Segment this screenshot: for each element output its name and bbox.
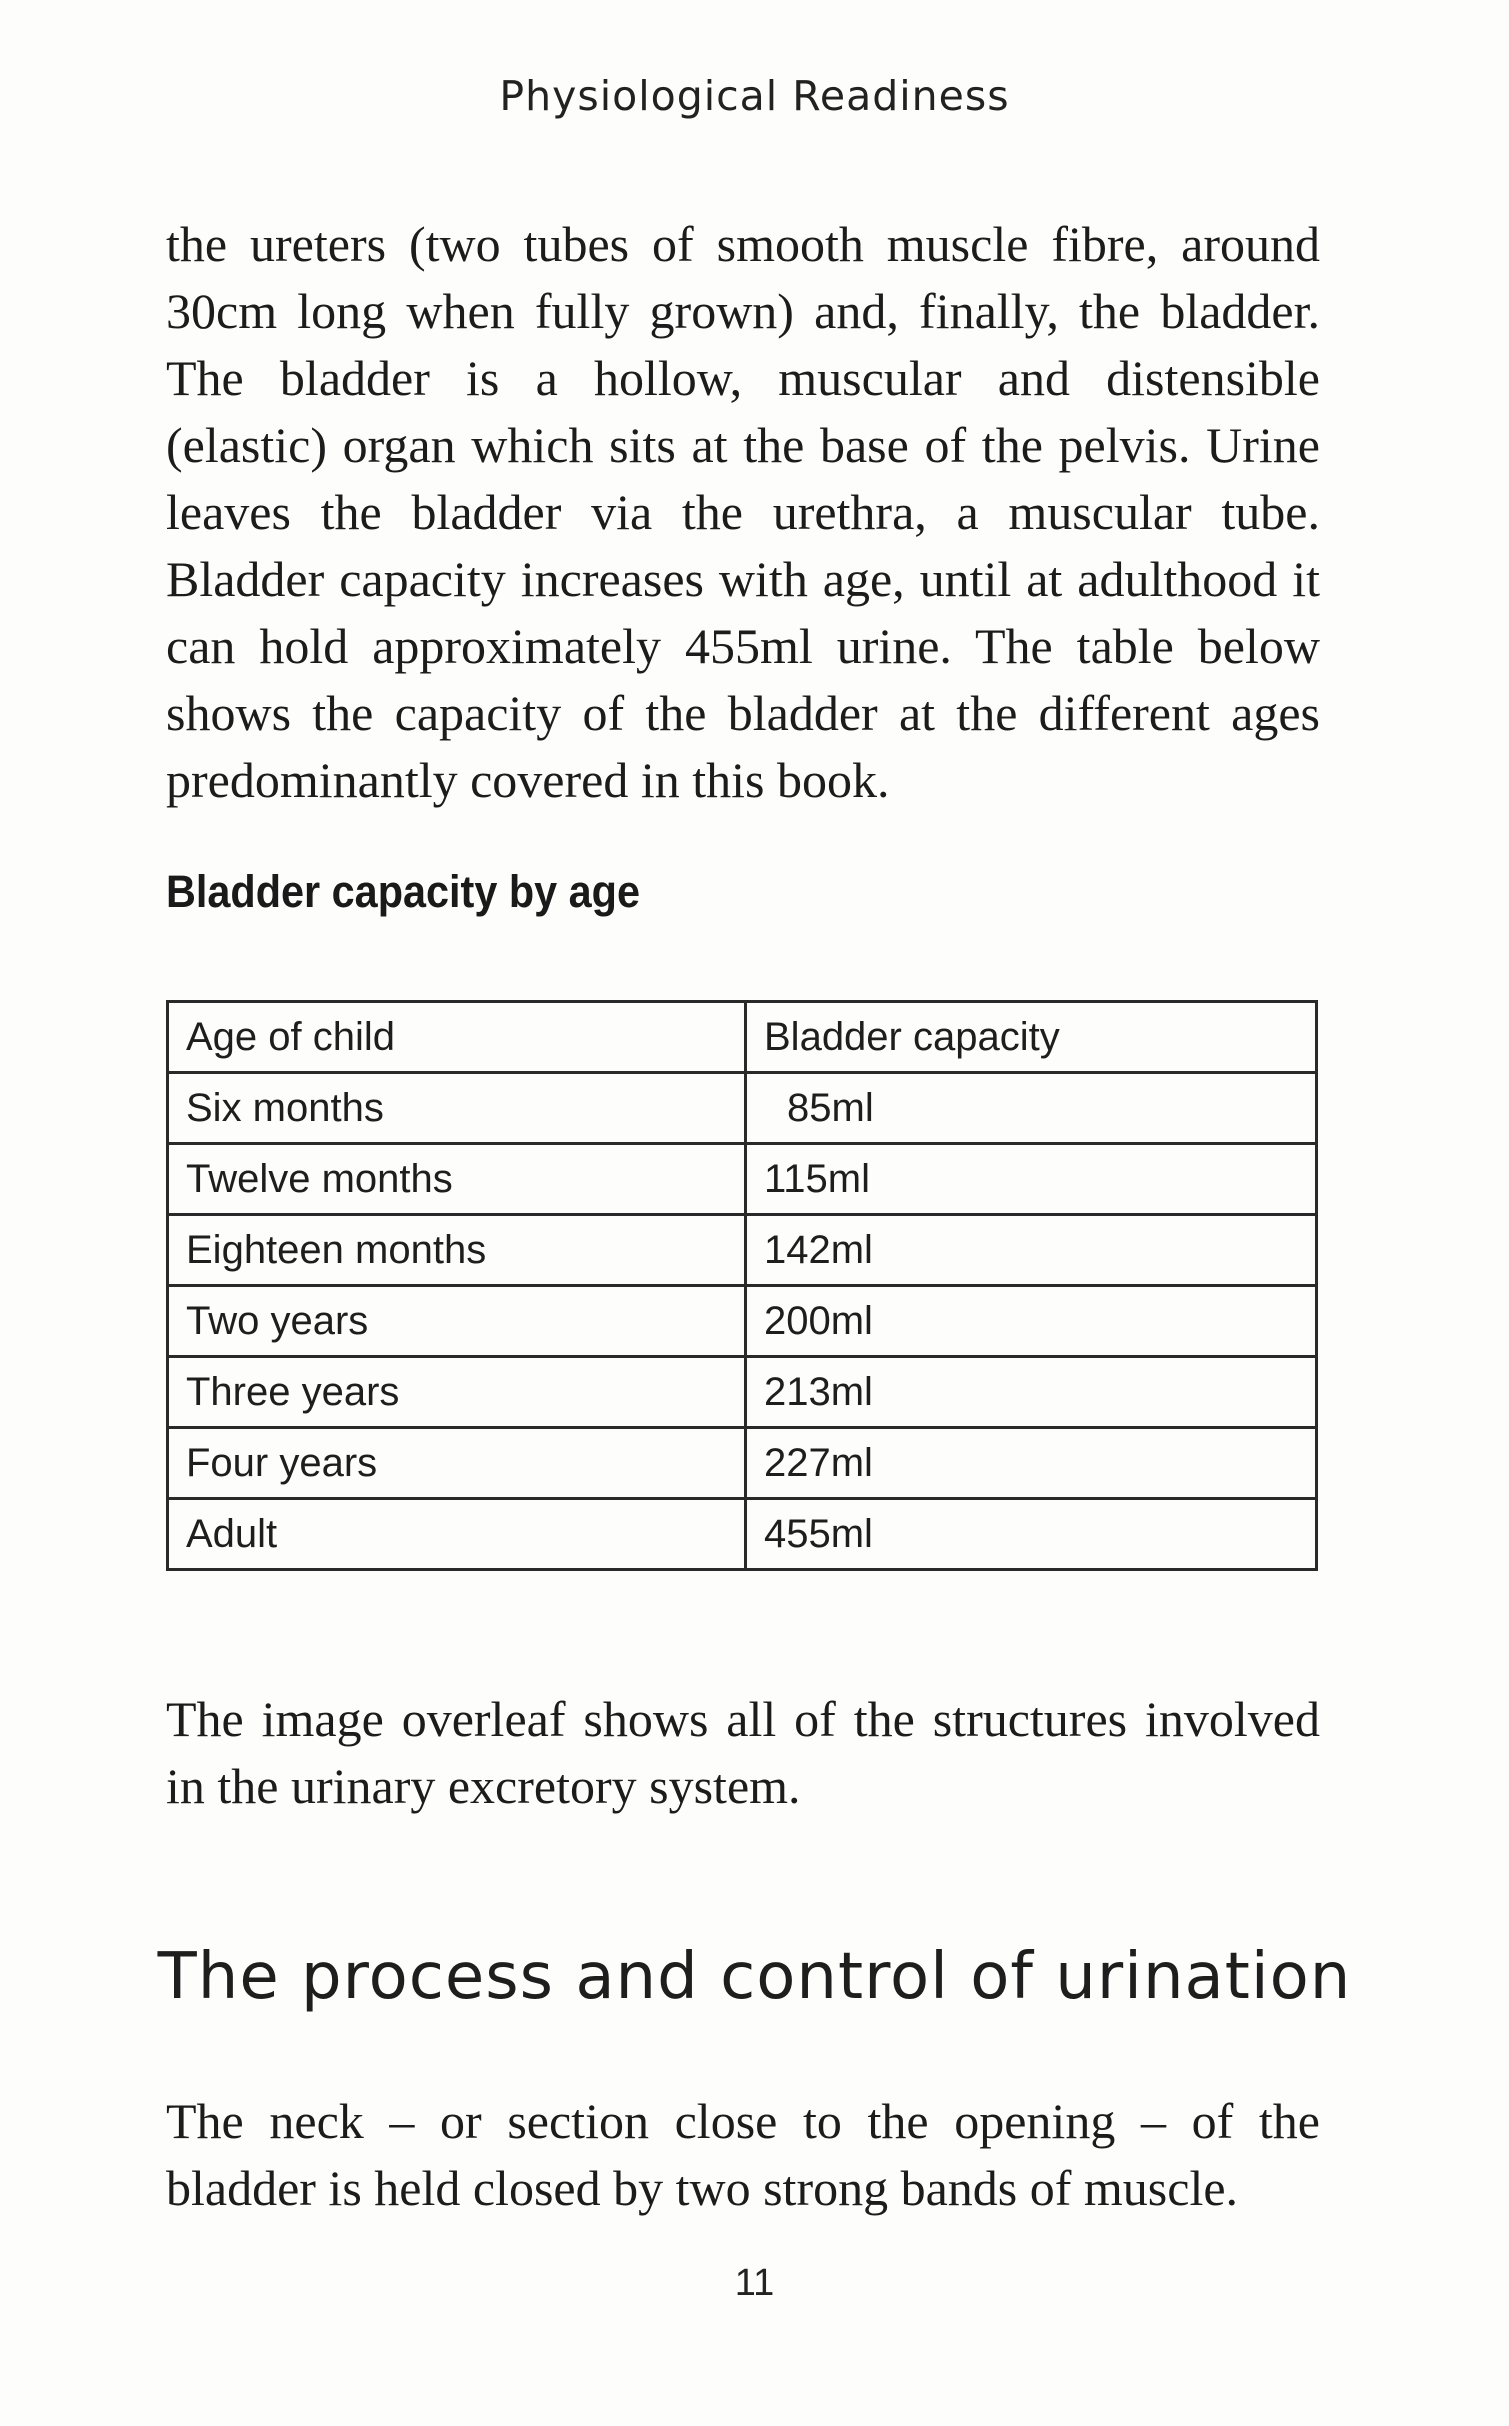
table-row (168, 1144, 1317, 1215)
table-row (168, 1073, 1317, 1144)
table-row (168, 1215, 1317, 1286)
age-cell: Six months (168, 1073, 746, 1144)
age-cell: Four years (168, 1428, 746, 1499)
capacity-cell: 200ml (746, 1286, 1317, 1357)
running-head: Physiological Readiness (499, 72, 1010, 120)
age-cell: Twelve months (168, 1144, 746, 1215)
table-row (168, 1286, 1317, 1357)
age-cell: Eighteen months (168, 1215, 746, 1286)
age-cell: Three years (168, 1357, 746, 1428)
table-header-row (168, 1002, 1317, 1073)
header-age-of-child: Age of child (168, 1002, 746, 1073)
age-cell: Two years (168, 1286, 746, 1357)
table-row (168, 1499, 1317, 1570)
capacity-cell: 213ml (746, 1357, 1317, 1428)
table-row (168, 1357, 1317, 1428)
intro-paragraph: the ureters (two tubes of smooth muscle fibre, around 30cm long when fully grown) and, finally, the bladder. The bladder is a hollow, muscular and distensible (elastic) organ which sits at the base of the pelvis. Urine leaves the bladder via the urethra, a muscular tube. Bladder capacity increases with age, until at adulthood it can hold approximately 455ml urine. The table below shows the capacity of the bladder at the different ages predominantly covered in this book. (166, 216, 1320, 808)
capacity-cell: 115ml (746, 1144, 1317, 1215)
overleaf-paragraph: The image overleaf shows all of the structures involved in the urinary excretory system. (166, 1691, 1320, 1814)
table-title: Bladder capacity by age (166, 866, 641, 917)
capacity-cell: 142ml (746, 1215, 1317, 1286)
bladder-capacity-table (166, 1000, 1318, 1571)
capacity-cell: 227ml (746, 1428, 1317, 1499)
capacity-cell: 85ml (746, 1073, 1317, 1144)
header-bladder-capacity: Bladder capacity (746, 1002, 1317, 1073)
capacity-cell: 455ml (746, 1499, 1317, 1570)
table-row (168, 1428, 1317, 1499)
neck-paragraph: The neck – or section close to the opening – of the bladder is held closed by two strong bands of muscle. (166, 2093, 1320, 2216)
page-number: 11 (734, 2262, 775, 2304)
age-cell: Adult (168, 1499, 746, 1570)
section-heading: The process and control of urination (157, 1940, 1352, 2014)
